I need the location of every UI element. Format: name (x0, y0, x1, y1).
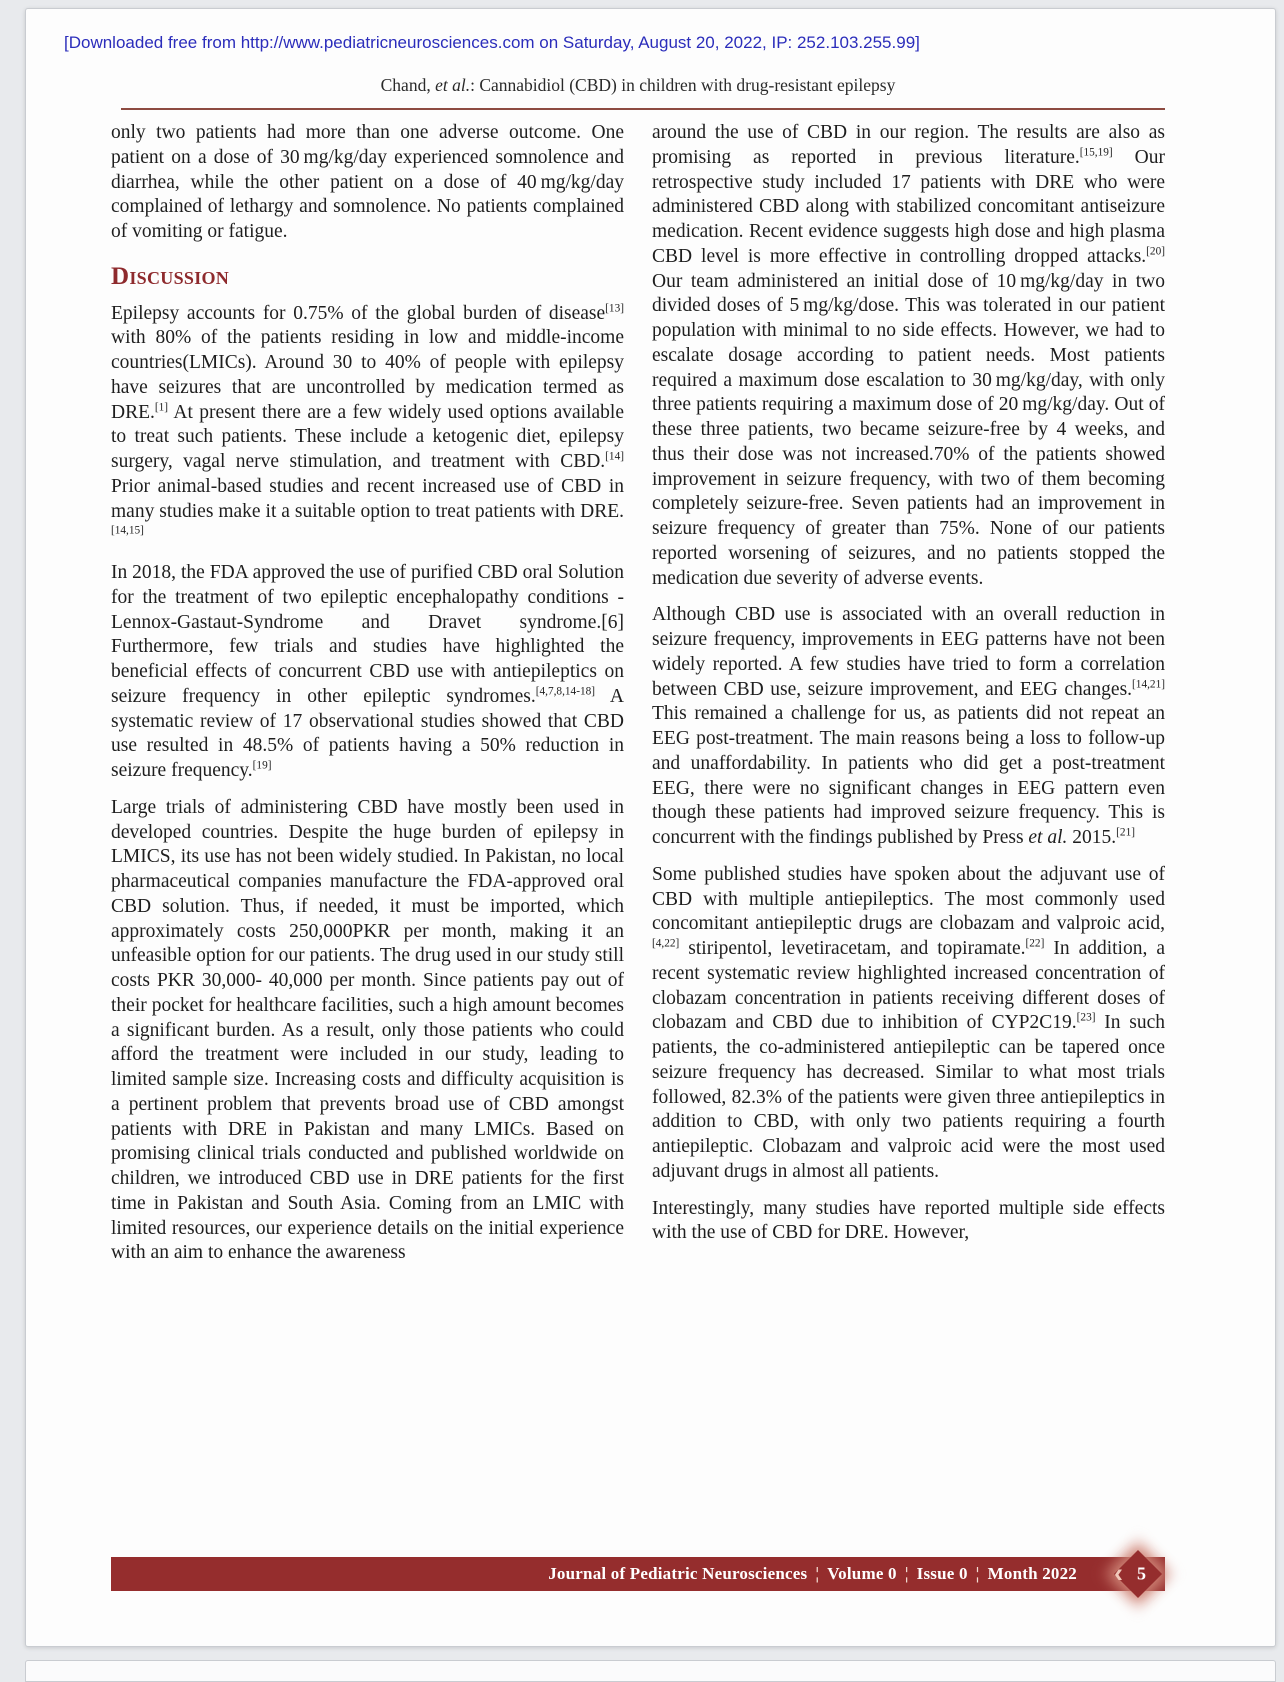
footer-separator: ¦ (904, 1564, 909, 1583)
paragraph: In 2018, the FDA approved the use of purified CBD oral Solution for the treatment of two epileptic encephalopathy conditions - Lennox-Gastaut-Syndrome and Dravet syndrome.[6] Furthermore, few trials and studies have highlighted the beneficial effects of concurrent CBD use with antiepileptics on seizure frequency in other epileptic syndromes.[4,7,8,14-18] A systematic review of 17 observational studies showed that CBD use resulted in 48.5% of patients having a 50% reduction in seizure frequency.[19] (111, 562, 624, 781)
column-right (652, 121, 1165, 1278)
page-number: 5 (1137, 1563, 1146, 1584)
issue-label: Issue 0 (916, 1564, 968, 1583)
chevron-left-icon: ‹ (1114, 1557, 1123, 1588)
footer-separator: ¦ (815, 1564, 820, 1583)
running-head: Chand, et al.: Cannabidiol (CBD) in children with drug-resistant epilepsy (380, 75, 896, 95)
paragraph: around the use of CBD in our region. The results are also as promising as reported in previous literature.[15,19] Our retrospective study included 17 patients with DRE who were administered CBD along with stabilized concomitant antiseizure medication. Recent evidence suggests high dose and high plasma CBD level is more effective in controlling dropped attacks.[20] Our team administered an initial dose of 10 mg/kg/day in two divided doses of 5 mg/kg/dose. This was tolerated in our patient population with minimal to no side effects. However, we had to escalate dosage according to patient needs. Most patients required a maximum dose escalation to 30 mg/kg/day, with only three patients requiring a maximum dose of 20 mg/kg/day. Out of these three patients, two became seizure-free by 4 weeks, and thus their dose was not increased.70% of the patients showed improvement in seizure frequency, with two of them becoming completely seizure-free. Seven patients had an improvement in seizure frequency of greater than 75%. None of our patients reported worsening of seizures, and no patients stopped the medication due severity of adverse events. (652, 122, 1166, 589)
header-rule-divider (121, 108, 1165, 110)
volume-label: Volume 0 (827, 1564, 897, 1583)
footer-bar (111, 1557, 1165, 1591)
paragraph: Some published studies have spoken about the adjuvant use of CBD with multiple antiepileptics. The most commonly used concomitant antiepileptic drugs are clobazam and valproic acid,[4,22] stiripentol, levetiracetam, and topiramate.[22] In addition, a recent systematic review highlighted increased concentration of clobazam concentration in patients receiving different doses of clobazam and CBD due to inhibition of CYP2C19.[23] In such patients, the co-administered antiepileptic can be tapered once seizure frequency has decreased. Similar to what most trials followed, 82.3% of the patients were given three antiepileptics in addition to CBD, with only two patients requiring a fourth antiepileptic. Clobazam and valproic acid were the most used adjuvant drugs in almost all patients. (652, 863, 1165, 1182)
paragraph: Epilepsy accounts for 0.75% of the global burden of disease[13] with 80% of the patients residing in low and middle-income countries(LMICs). Around 30 to 40% of people with epilepsy have seizures that are uncontrolled by medication termed as DRE.[1] At present there are a few widely used options available to treat such patients. These include a ketogenic diet, epilepsy surgery, vagal nerve stimulation, and treatment with CBD.[14] Prior animal-based studies and recent increased use of CBD in many studies make it a suitable option to treat patients with DRE.[14,15] (111, 302, 624, 537)
article-body (111, 121, 1165, 1278)
download-watermark: [Downloaded free from http://www.pediatricneurosciences.com on Saturday, August 20, 2022, IP: 252.103.255.99] (64, 33, 920, 52)
month-label: Month 2022 (987, 1564, 1077, 1583)
next-page-edge (25, 1660, 1276, 1682)
paragraph: only two patients had more than one adverse outcome. One patient on a dose of 30 mg/kg/day experienced somnolence and diarrhea, while the other patient on a dose of 40 mg/kg/day complained of lethargy and somnolence. No patients complained of vomiting or fatigue. (111, 122, 624, 242)
column-left (111, 121, 624, 1278)
paragraph: Interestingly, many studies have reported multiple side effects with the use of CBD for DRE. However, (652, 1197, 1165, 1244)
section-heading: Discussion (111, 262, 230, 290)
footer-separator: ¦ (975, 1564, 980, 1583)
paragraph: Large trials of administering CBD have mostly been used in developed countries. Despite the huge burden of epilepsy in LMICS, its use has not been widely studied. In Pakistan, no local pharmaceutical companies manufacture the FDA-approved oral CBD solution. Thus, if needed, it must be imported, which approximately costs 250,000PKR per month, making it an unfeasible option for our patients. The drug used in our study still costs PKR 30,000- 40,000 per month. Since patients pay out of their pocket for healthcare facilities, such a high amount becomes a significant burden. As a result, only those patients who could afford the treatment were included in our study, leading to limited sample size. Increasing costs and difficulty acquisition is a pertinent problem that prevents broad use of CBD amongst patients with DRE in Pakistan and many LMICs. Based on promising clinical trials conducted and published worldwide on children, we introduced CBD use in DRE patients for the first time in Pakistan and South Asia. Coming from an LMIC with limited resources, our experience details on the initial experience with an aim to enhance the awareness (111, 796, 624, 1264)
journal-page (25, 8, 1276, 1647)
footer-citation (548, 1564, 1077, 1584)
paragraph: Although CBD use is associated with an overall reduction in seizure frequency, improvements in EEG patterns have not been widely reported. A few studies have tried to form a correlation between CBD use, seizure improvement, and EEG changes.[14,21] This remained a challenge for us, as patients did not repeat an EEG post-treatment. The main reasons being a loss to follow-up and unaffordability. In patients who did get a post-treatment EEG, there were no significant changes in EEG pattern even though these patients had improved seizure frequency. This is concurrent with the findings published by Press et al. 2015.[21] (652, 604, 1165, 848)
journal-name: Journal of Pediatric Neurosciences (548, 1564, 808, 1583)
